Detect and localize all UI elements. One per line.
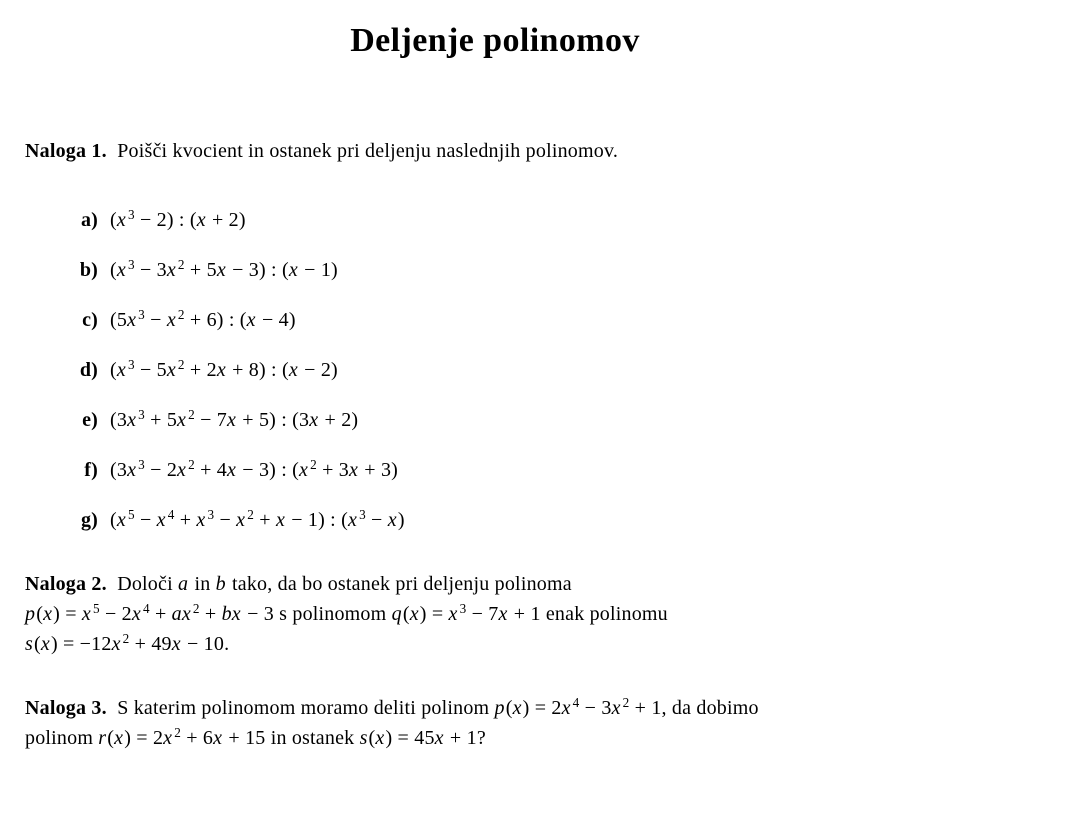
- text-run: enak polinomu: [540, 603, 668, 625]
- item-label: d): [79, 359, 98, 381]
- math-variable: x: [166, 259, 176, 281]
- math-variable: x: [409, 603, 419, 625]
- math-variable: x: [116, 509, 126, 531]
- math-variable: x: [40, 633, 50, 655]
- item-label: b): [79, 259, 98, 281]
- task-label: Naloga 3.: [25, 697, 107, 719]
- item-math: (x $^3$ − 3x $^2$ + 5x − 3) : (x − 1): [110, 257, 338, 281]
- text-run: tako, da bo ostanek pri deljenju polinoma: [226, 573, 572, 595]
- item-label: c): [82, 309, 98, 331]
- exercise-item: [25, 357, 965, 383]
- math-variable: q: [391, 603, 402, 625]
- item-label: f): [84, 459, 98, 481]
- math-variable: a: [178, 573, 189, 595]
- math-variable: x: [387, 509, 397, 531]
- math-variable: x: [114, 727, 124, 749]
- text-run: in: [189, 573, 216, 595]
- exercise-item: [25, 407, 965, 433]
- item-math: (3x $^3$ − 2x $^2$ + 4x − 3) : (x $^2$ + 3x + 3): [110, 457, 399, 481]
- exponent: 2: [177, 257, 185, 273]
- math-variable: s: [359, 727, 368, 749]
- exponent: 3: [138, 307, 145, 323]
- exponent: 2: [177, 357, 185, 373]
- exponent: 2: [122, 631, 130, 647]
- exponent: 2: [192, 601, 200, 617]
- math-variable: x: [434, 727, 444, 749]
- math-variable: x: [299, 459, 309, 481]
- math-variable: x: [177, 409, 187, 431]
- exponent: 4: [167, 507, 175, 523]
- exponent: 4: [572, 695, 580, 711]
- exponent: 3: [127, 207, 135, 223]
- text-run: Poišči kvocient in ostanek pri deljenju naslednjih polinomov.: [106, 140, 619, 162]
- math-variable: b: [215, 573, 226, 595]
- math-variable: x: [116, 209, 126, 231]
- math-variable: x: [111, 633, 121, 655]
- exercise-item: [25, 507, 965, 533]
- text-run: S katerim polinomom moramo deliti polinom: [106, 697, 495, 719]
- math-variable: x: [347, 509, 358, 531]
- math-variable: x: [171, 633, 181, 655]
- math-expression: r(x) = 2x $^2$ + 6x + 15: [98, 725, 266, 749]
- exponent: 2: [310, 457, 317, 473]
- math-variable: bx: [221, 603, 241, 625]
- task-1-paragraph: [25, 136, 965, 166]
- text-run: Določi: [106, 573, 179, 595]
- math-variable: x: [349, 459, 359, 481]
- text-run: s polinomom: [273, 603, 392, 625]
- math-variable: x: [246, 309, 256, 331]
- item-math: (x $^5$ − x $^4$ + x $^3$ − x $^2$ + x − 1) : (x $^3$ − x): [110, 507, 405, 531]
- text-run: in ostanek: [265, 727, 360, 749]
- task-2-paragraph: [25, 569, 965, 659]
- item-math: (x $^3$ − 2) : (x + 2): [110, 207, 246, 231]
- math-variable: x: [166, 309, 176, 331]
- math-variable: x: [288, 359, 298, 381]
- text-run: .: [224, 633, 230, 655]
- exponent: 2: [188, 457, 195, 473]
- math-variable: x: [561, 697, 571, 719]
- math-variable: x: [227, 459, 237, 481]
- math-expression: s(x) = 45x + 1: [359, 727, 477, 749]
- math-variable: x: [177, 459, 187, 481]
- exponent: 4: [142, 601, 150, 617]
- exponent: 2: [188, 407, 195, 423]
- math-variable: x: [43, 603, 53, 625]
- math-variable: x: [216, 359, 226, 381]
- exponent: 2: [174, 725, 182, 741]
- math-variable: x: [166, 359, 176, 381]
- task-label: Naloga 2.: [25, 573, 107, 595]
- math-variable: x: [227, 409, 237, 431]
- task-1-item-list: [25, 207, 965, 533]
- math-variable: x: [131, 603, 141, 625]
- math-variable: x: [156, 509, 166, 531]
- item-label: e): [82, 409, 98, 431]
- item-label: a): [80, 209, 98, 231]
- exercise-item: [25, 207, 965, 233]
- math-variable: x: [375, 727, 385, 749]
- task-label: Naloga 1.: [25, 140, 107, 162]
- math-variable: ax: [171, 603, 191, 625]
- math-variable: x: [498, 603, 508, 625]
- text-run: polinom: [25, 727, 99, 749]
- item-math: (5x $^3$ − x $^2$ + 6) : (x − 4): [110, 307, 296, 331]
- math-expression: q(x) = x $^3$ − 7x + 1: [391, 601, 541, 625]
- math-variable: x: [611, 697, 621, 719]
- math-variable: x: [288, 259, 298, 281]
- math-variable: x: [163, 727, 173, 749]
- math-variable: x: [116, 359, 126, 381]
- math-expression: [216, 573, 227, 595]
- exponent: 3: [138, 407, 145, 423]
- math-expression: p(x) = x $^5$ − 2x $^4$ + ax $^2$ + bx − 3: [25, 601, 274, 625]
- exponent: 3: [138, 457, 145, 473]
- math-variable: x: [127, 459, 137, 481]
- item-math: (x $^3$ − 5x $^2$ + 2x + 8) : (x − 2): [110, 357, 338, 381]
- page-title: Deljenje polinomov: [350, 22, 640, 59]
- exponent: 5: [92, 601, 100, 617]
- exponent: 2: [622, 695, 630, 711]
- exponent: 3: [207, 507, 215, 523]
- math-variable: x: [213, 727, 223, 749]
- math-expression: [178, 573, 189, 595]
- exponent: 3: [127, 357, 135, 373]
- exercise-item: [25, 257, 965, 283]
- math-variable: x: [196, 209, 206, 231]
- math-variable: x: [309, 409, 319, 431]
- math-variable: x: [448, 603, 458, 625]
- math-variable: x: [275, 509, 286, 531]
- exponent: 2: [177, 307, 185, 323]
- exercise-item: [25, 307, 965, 333]
- math-variable: p: [494, 697, 505, 719]
- task-3-paragraph: [25, 693, 965, 753]
- text-run: ?: [476, 727, 486, 749]
- math-variable: x: [512, 697, 522, 719]
- math-variable: x: [127, 409, 137, 431]
- math-variable: p: [25, 603, 36, 625]
- exponent: 5: [127, 507, 135, 523]
- math-variable: x: [236, 509, 246, 531]
- item-math: (3x $^3$ + 5x $^2$ − 7x + 5) : (3x + 2): [110, 407, 359, 431]
- math-expression: s(x) = −12x $^2$ + 49x − 10: [25, 631, 225, 655]
- exponent: 3: [459, 601, 467, 617]
- math-variable: x: [81, 603, 91, 625]
- math-variable: x: [216, 259, 226, 281]
- exponent: 3: [359, 507, 366, 523]
- text-run: , da dobimo: [661, 697, 759, 719]
- math-variable: x: [116, 259, 126, 281]
- exercise-item: [25, 457, 965, 483]
- exponent: 3: [127, 257, 135, 273]
- math-variable: x: [127, 309, 137, 331]
- math-variable: s: [25, 633, 33, 655]
- item-label: g): [80, 509, 98, 531]
- math-expression: p(x) = 2x $^4$ − 3x $^2$ + 1: [494, 695, 662, 719]
- math-variable: x: [196, 509, 206, 531]
- math-variable: r: [98, 727, 107, 749]
- exponent: 2: [247, 507, 255, 523]
